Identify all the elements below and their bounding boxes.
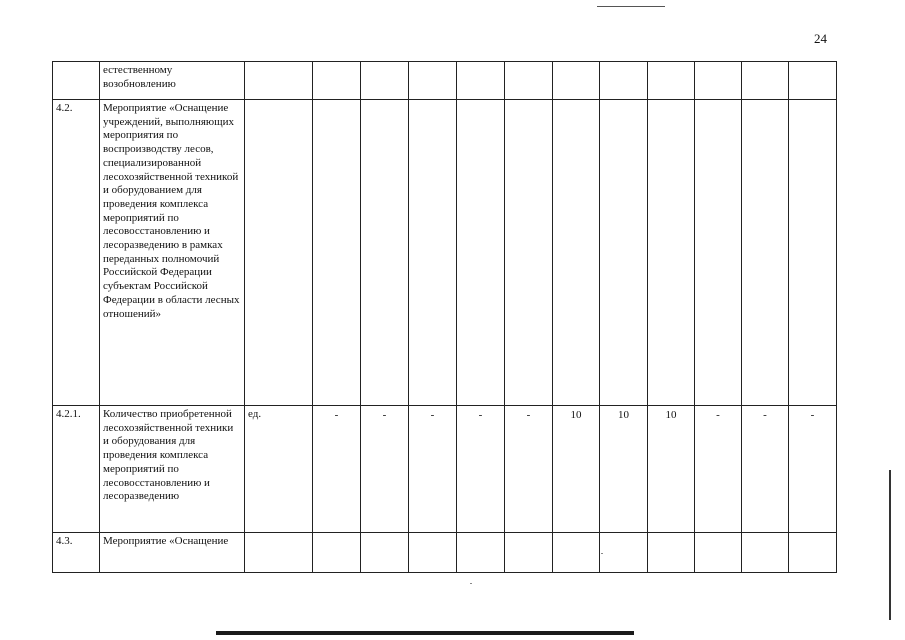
row-unit-cell (245, 533, 313, 573)
cell-value: - (382, 409, 387, 421)
value-cell (553, 100, 600, 406)
cell-value (364, 535, 405, 536)
cell-value (316, 102, 357, 103)
value-cell (600, 62, 648, 100)
indicator-table (52, 61, 837, 573)
cell-value (745, 535, 785, 536)
value-cell (457, 62, 505, 100)
value-cell (409, 100, 457, 406)
table-row (53, 100, 837, 406)
cell-value: - (478, 409, 483, 421)
value-cell (553, 406, 600, 533)
value-cell (648, 100, 695, 406)
cell-value (651, 64, 691, 65)
cell-value (651, 102, 691, 103)
value-cell (505, 406, 553, 533)
cell-value (556, 64, 596, 65)
cell-value (460, 64, 501, 65)
cell-value (316, 64, 357, 65)
cell-value (698, 64, 738, 65)
row-name: Мероприятие «Оснащение учреждений, выполняющих мероприятия по воспроизводству лесов, специализированной лесохозяйственной техникой и оборудованием для проведения комплекса мероприятий по лесовосстановлению и лесоразведению в рамках переданных полномочий Российской Федерации субъектам Российской Федерации в области лесных отношений» (103, 102, 240, 320)
row-number: 4.3. (56, 535, 73, 547)
cell-value: - (763, 409, 767, 421)
value-cell (695, 406, 742, 533)
cell-value (792, 64, 833, 65)
value-cell (648, 406, 695, 533)
value-cell (648, 62, 695, 100)
value-cell (505, 533, 553, 573)
cell-value (412, 64, 453, 65)
value-cell (361, 406, 409, 533)
row-unit-cell (245, 100, 313, 406)
cell-value: - (810, 409, 815, 421)
cell-value (698, 102, 738, 103)
value-cell (361, 62, 409, 100)
table-row (53, 533, 837, 573)
value-cell (695, 62, 742, 100)
value-cell (457, 406, 505, 533)
value-cell (695, 100, 742, 406)
row-unit-cell (245, 406, 313, 533)
cell-value: - (716, 409, 720, 421)
cell-value (745, 64, 785, 65)
value-cell (789, 62, 837, 100)
cell-value (364, 64, 405, 65)
value-cell (600, 533, 648, 573)
value-cell (409, 533, 457, 573)
value-cell (742, 100, 789, 406)
cell-value (792, 102, 833, 103)
cell-value (508, 535, 549, 536)
cell-value (603, 64, 644, 65)
cell-value (364, 102, 405, 103)
row-unit-cell (245, 62, 313, 100)
value-cell (742, 533, 789, 573)
cell-value (460, 535, 501, 536)
value-cell (742, 406, 789, 533)
cell-value (508, 102, 549, 103)
value-cell (313, 100, 361, 406)
value-cell (409, 62, 457, 100)
cell-value (508, 64, 549, 65)
row-number-cell (53, 62, 100, 100)
value-cell (505, 62, 553, 100)
cell-value: 10 (618, 409, 629, 421)
scan-artifact-dot (470, 583, 472, 584)
cell-value (556, 535, 596, 536)
value-cell (553, 62, 600, 100)
value-cell (409, 406, 457, 533)
value-cell (457, 100, 505, 406)
row-number-cell (53, 533, 100, 573)
cell-value: 10 (570, 409, 582, 421)
value-cell (553, 533, 600, 573)
value-cell (695, 533, 742, 573)
row-name: Мероприятие «Оснащение (103, 535, 229, 547)
row-number: 4.2. (56, 102, 73, 114)
cell-value (603, 102, 644, 103)
value-cell (361, 100, 409, 406)
row-unit: ед. (248, 408, 262, 420)
row-name-cell (100, 533, 245, 573)
scan-artifact-line (597, 6, 665, 7)
row-number: 4.2.1. (56, 408, 81, 420)
cell-value: 10 (665, 409, 677, 421)
cell-value (412, 535, 453, 536)
value-cell (313, 62, 361, 100)
value-cell (789, 406, 837, 533)
cell-value (556, 102, 596, 103)
cell-value (412, 102, 453, 103)
scan-artifact-dot (601, 553, 603, 554)
cell-value: - (430, 409, 435, 421)
cell-value: - (334, 409, 339, 421)
row-number-cell (53, 406, 100, 533)
row-number-cell (53, 100, 100, 406)
cell-value (698, 535, 738, 536)
value-cell (457, 533, 505, 573)
value-cell (505, 100, 553, 406)
value-cell (742, 62, 789, 100)
scan-artifact-edge (889, 470, 891, 620)
table-body (53, 62, 837, 573)
row-name-cell (100, 62, 245, 100)
cell-value (316, 535, 357, 536)
value-cell (313, 533, 361, 573)
row-name: Количество приобретенной лесохозяйственной техники и оборудования для проведения комплекса мероприятий по лесовосстановлению и лесоразведению (103, 408, 234, 503)
scan-artifact-line (216, 631, 634, 635)
value-cell (789, 533, 837, 573)
value-cell (361, 533, 409, 573)
cell-value (460, 102, 501, 103)
cell-value (745, 102, 785, 103)
value-cell (789, 100, 837, 406)
value-cell (313, 406, 361, 533)
cell-value (603, 535, 644, 536)
value-cell (600, 406, 648, 533)
cell-value: - (526, 409, 531, 421)
value-cell (648, 533, 695, 573)
row-name: естественному возобновлению (103, 64, 176, 90)
row-name-cell (100, 100, 245, 406)
row-name-cell (100, 406, 245, 533)
cell-value (651, 535, 691, 536)
page-number: 24 (814, 31, 827, 46)
cell-value (792, 535, 833, 536)
table-row (53, 406, 837, 533)
table-row (53, 62, 837, 100)
value-cell (600, 100, 648, 406)
